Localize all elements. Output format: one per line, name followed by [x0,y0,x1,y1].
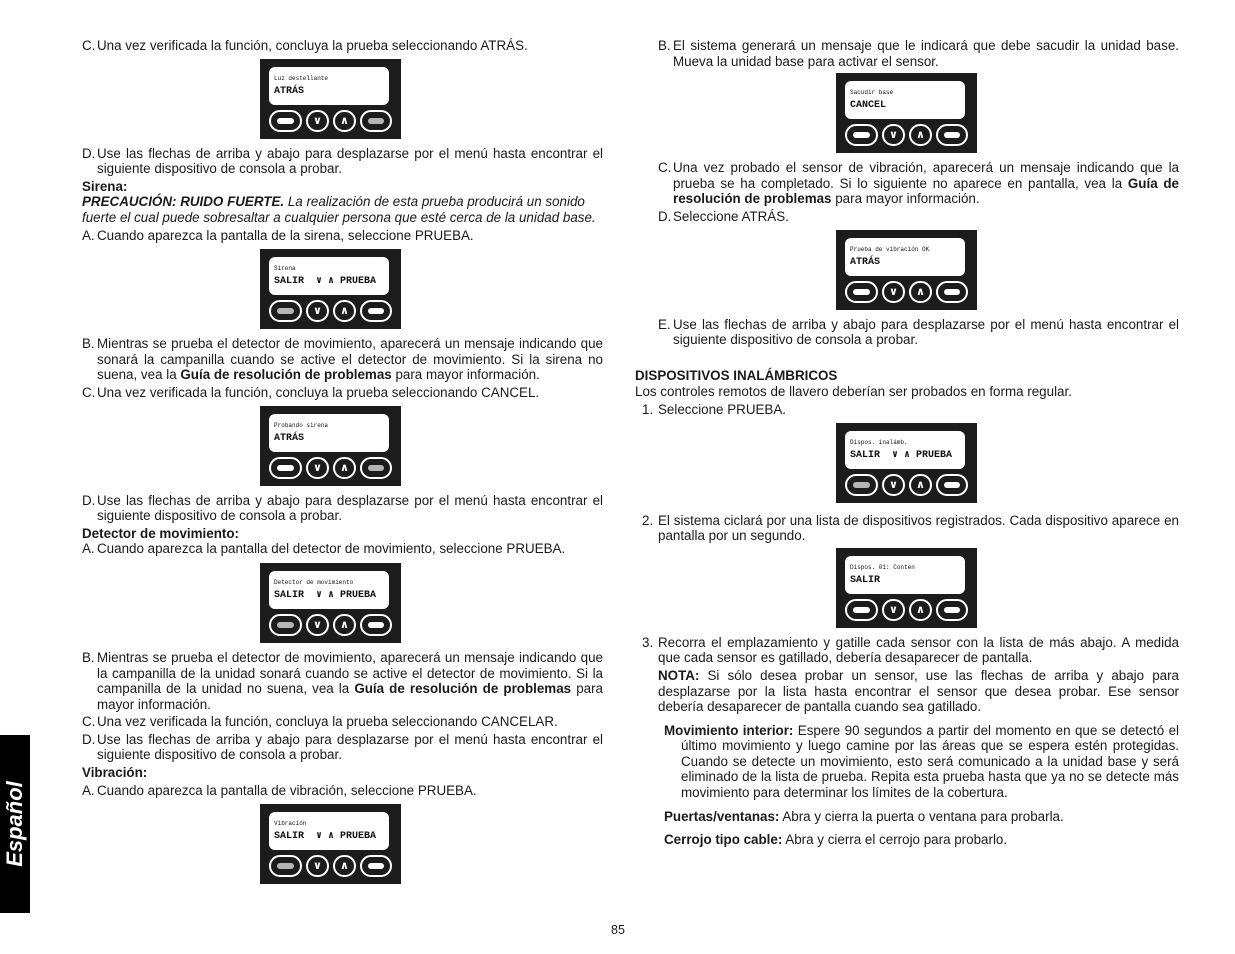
step-text: Use las flechas de arriba y abajo para desplazarse por el menú hasta encontrar el siguiente dispositivo de consola a probar. [97,731,603,763]
right-soft-key [360,614,392,636]
lcd-screen [845,238,965,276]
device-illustration-wrap [82,59,603,139]
lcd-line-1: Dispos. 01: Conten [850,563,915,571]
console-display-probando-sirena [260,406,401,486]
right-soft-key [936,474,968,496]
step-marker: C. [658,160,672,176]
step-text: El sistema generará un mensaje que le indicará que debe sacudir la unidad base. Mueva la unidad base para activar el sensor. [673,38,1179,69]
step-text: Seleccione ATRÁS. [673,208,789,224]
subheading-sirena: Sirena: [82,178,128,194]
down-arrow-icon: ∨ [306,614,329,636]
up-arrow-icon: ∧ [909,281,932,303]
right-column [635,38,1179,854]
lcd-screen [845,81,965,119]
note-label: NOTA: [658,667,700,683]
step-a [82,541,603,557]
step-b [82,336,603,383]
device-illustration-wrap [635,230,1179,310]
troubleshooting-guide-ref: Guía de resolución de problemas [180,367,392,383]
step-text: Una vez verificada la función, concluya la prueba seleccionando CANCELAR. [97,714,558,730]
right-soft-key [360,855,392,877]
step-a [82,783,603,799]
note-text: Si sólo desea probar un sensor, use las flechas de arriba y abajo para desplazarse por la lista hasta encontrar el sensor que desea probar. Ese sensor debería desaparecer de pantalla cuando sea gatillado. [658,667,1179,715]
lcd-line-2: ATRÁS [274,432,305,444]
left-soft-key [269,300,302,322]
step-d [635,209,1179,225]
caution-text [82,194,603,225]
step-text: Use las flechas de arriba y abajo para desplazarse por el menú hasta encontrar el siguiente dispositivo de consola a probar. [97,145,603,177]
left-column [82,38,603,891]
step-text: Cuando aparezca la pantalla de la sirena, seleccione PRUEBA. [97,227,474,243]
step-text: El sistema ciclará por una lista de dispositivos registrados. Cada dispositivo aparece en pantalla por un segundo. [658,512,1179,544]
left-soft-key [845,599,878,621]
sensor-description: Abra y cierra la puerta o ventana para probarla. [779,808,1064,824]
down-arrow-icon: ∨ [306,855,329,877]
section-intro: Los controles remotos de llavero deberían ser probados en forma regular. [635,384,1072,400]
lcd-line-2: SALIR ∨ ∧ PRUEBA [850,449,953,461]
right-soft-key [936,124,968,146]
step-2 [635,513,1179,544]
device-illustration-wrap [635,548,1179,628]
lcd-screen [269,812,389,850]
right-soft-key [936,281,968,303]
lcd-line-2: ATRÁS [850,256,881,268]
lcd-line-1: Dispos. inalámb. [850,438,908,446]
right-soft-key [360,300,392,322]
troubleshooting-guide-ref: Guía de resolución de problemas [354,681,572,697]
up-arrow-icon: ∧ [909,474,932,496]
up-arrow-icon: ∧ [909,124,932,146]
lcd-line-1: Prueba de vibración OK [850,245,930,253]
step-d [82,146,603,177]
lcd-screen [269,257,389,295]
sensor-term: Cerrojo tipo cable: [664,832,783,848]
left-soft-key [845,474,878,496]
lcd-line-1: Sacudir base [850,89,894,97]
step-1 [635,402,1179,418]
step-marker: D. [658,208,672,224]
step-text: Una vez probado el sensor de vibración, aparecerá un mensaje indicando que la prueba se ha completado. Si lo siguiente no aparece en pantalla, vea la Guía de resolución de problemas para mayor información. [673,160,1179,207]
console-display-dispos-inalamb [836,423,977,503]
up-arrow-icon: ∧ [333,110,356,132]
subheading-vibracion: Vibración: [82,765,148,781]
step-marker: C. [82,714,96,730]
console-display-sacudir-base [836,73,977,153]
down-arrow-icon: ∨ [306,110,329,132]
right-soft-key [360,110,392,132]
step-marker: A. [82,227,95,243]
step-text: Seleccione PRUEBA. [658,401,787,417]
lcd-line-1: Sirena [274,265,296,273]
console-display-luz-destellante [260,59,401,139]
lcd-line-1: Probando sirena [274,421,329,429]
caution-label: PRECAUCIÓN: RUIDO FUERTE. [82,194,285,210]
right-soft-key [936,599,968,621]
lcd-screen [269,67,389,105]
step-text: Use las flechas de arriba y abajo para desplazarse por el menú hasta encontrar el siguiente dispositivo de consola a probar. [97,492,603,524]
left-soft-key [269,457,302,479]
step-c [82,38,603,54]
step-marker: B. [658,38,671,53]
lcd-screen [269,571,389,609]
down-arrow-icon: ∨ [306,457,329,479]
step-d [82,732,603,763]
step-text: Mientras se prueba el detector de movimiento, aparecerá un mensaje indicando que la campanilla de la unidad sonará cuando se active el detector de movimiento. Si la campanilla de la unidad no suena, vea la Guía de resolución de problemas para mayor información. [97,649,603,712]
step-c [82,385,603,401]
step-marker: 3. [642,634,654,650]
language-tab-label: Español [2,781,28,867]
sensor-puertas-ventanas [664,809,1179,825]
page-number: 85 [611,923,625,937]
sensor-term: Puertas/ventanas: [664,808,780,824]
step-marker: D. [82,145,96,161]
device-illustration-wrap [635,423,1179,503]
step-marker: B. [82,649,95,665]
note-paragraph [658,668,1179,715]
step-marker: C. [82,38,96,53]
console-display-vibracion [260,804,401,884]
step-marker: A. [82,541,95,557]
lcd-line-2: SALIR ∨ ∧ PRUEBA [274,276,377,288]
console-display-detector [260,563,401,643]
up-arrow-icon: ∧ [333,614,356,636]
step-c [635,160,1179,207]
step-text: Cuando aparezca la pantalla de vibración, seleccione PRUEBA. [97,782,477,798]
up-arrow-icon: ∧ [333,457,356,479]
up-arrow-icon: ∧ [909,599,932,621]
language-tab [0,735,30,913]
step-marker: A. [82,782,95,798]
troubleshooting-guide-ref: Guía de resolución de problemas [673,175,1179,207]
step-c [82,714,603,730]
step-b [635,38,1179,69]
device-illustration-wrap [82,804,603,884]
step-a [82,228,603,244]
step-text: Una vez verificada la función, concluya la prueba seleccionando ATRÁS. [97,38,528,53]
down-arrow-icon: ∨ [882,281,905,303]
left-soft-key [845,281,878,303]
left-soft-key [269,855,302,877]
step-b [82,650,603,712]
sensor-term: Movimiento interior: [664,722,794,738]
down-arrow-icon: ∨ [882,474,905,496]
lcd-line-2: SALIR [850,574,881,586]
up-arrow-icon: ∧ [333,855,356,877]
device-illustration-wrap [82,563,603,643]
device-illustration-wrap [82,406,603,486]
down-arrow-icon: ∨ [306,300,329,322]
sensor-description: Abra y cierra el cerrojo para probarlo. [782,832,1008,848]
step-text: Recorra el emplazamiento y gatille cada sensor con la lista de más abajo. A medida que cada sensor es gatillado, debería desaparecer de pantalla. [658,634,1179,666]
subheading-detector: Detector de movimiento: [82,525,239,541]
console-display-sirena [260,249,401,329]
device-illustration-wrap [82,249,603,329]
right-soft-key [360,457,392,479]
left-soft-key [269,110,302,132]
step-marker: B. [82,336,95,352]
lcd-screen [845,431,965,469]
lcd-screen [269,414,389,452]
lcd-line-2: SALIR ∨ ∧ PRUEBA [274,589,377,601]
step-marker: E. [658,316,671,332]
lcd-line-1: Detector de movimiento [274,578,354,586]
console-display-prueba-vibracion [836,230,977,310]
step-marker: D. [82,492,96,508]
device-illustration-wrap [635,73,1179,153]
lcd-line-1: Luz destellante [274,74,329,82]
left-soft-key [845,124,878,146]
step-marker: 2. [642,512,654,528]
down-arrow-icon: ∨ [882,599,905,621]
step-3 [635,635,1179,666]
lcd-line-2: CANCEL [850,100,887,112]
down-arrow-icon: ∨ [882,124,905,146]
step-text: Una vez verificada la función, concluya la prueba seleccionando CANCEL. [97,384,540,400]
section-heading-dispositivos: DISPOSITIVOS INALÁMBRICOS [635,367,838,383]
step-text: Cuando aparezca la pantalla del detector de movimiento, seleccione PRUEBA. [97,541,566,557]
step-text: Use las flechas de arriba y abajo para desplazarse por el menú hasta encontrar el siguiente dispositivo de consola a probar. [673,316,1179,348]
lcd-line-2: SALIR ∨ ∧ PRUEBA [274,831,377,843]
lcd-line-1: Vibración [274,820,307,828]
sensor-description: Espere 90 segundos a partir del momento en que se detectó el último movimiento y luego camine por las áreas que se espera estén protegidas. Cuando se detecte un movimiento, esto será comunicado a la unidad base y será eliminado de la lista de prueba. Repita esta prueba hasta que ya no se detecte más movimiento para determinar los límites de la cobertura. [681,722,1179,801]
left-soft-key [269,614,302,636]
sensor-movimiento-interior [664,723,1179,801]
caution-body: La realización de esta prueba producirá un sonido fuerte el cual puede sobresaltar a cualquier persona que esté cerca de la unidad base. [82,194,596,225]
lcd-line-2: ATRÁS [274,85,305,97]
up-arrow-icon: ∧ [333,300,356,322]
step-text: Mientras se prueba el detector de movimiento, aparecerá un mensaje indicando que sonará la campanilla cuando se active el detector de movimiento. Si la sirena no suena, vea la Guía de resolución de problemas para mayor información. [97,336,603,383]
sensor-cerrojo-cable [664,832,1179,848]
step-marker: 1. [642,401,654,417]
lcd-screen [845,556,965,594]
console-display-dispos-01 [836,548,977,628]
step-d [82,493,603,524]
step-marker: C. [82,384,96,400]
step-marker: D. [82,731,96,747]
step-e [635,317,1179,348]
